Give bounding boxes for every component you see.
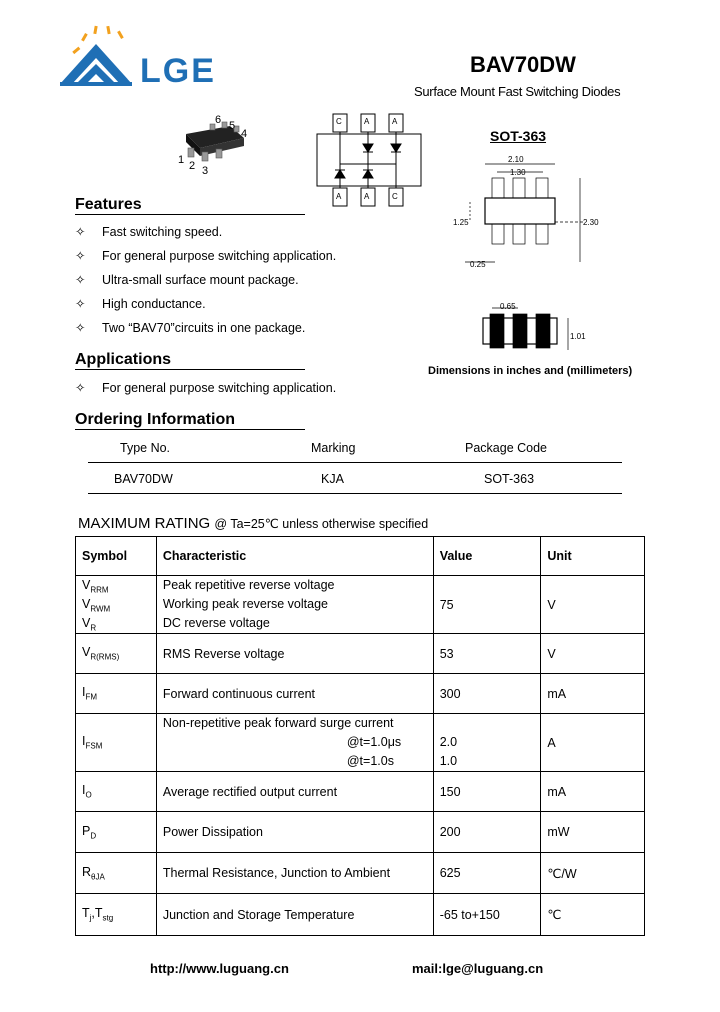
ordering-package: SOT-363	[484, 472, 535, 486]
feature-item: ✧ For general purpose switching application.	[75, 249, 337, 263]
feature-item: ✧ Fast switching speed.	[75, 225, 223, 239]
diamond-bullet-icon: ✧	[75, 225, 86, 239]
dim-label: 1.01	[570, 332, 586, 341]
dimension-drawing	[450, 150, 610, 360]
value-cell: 2.0 1.0	[433, 714, 541, 772]
application-item: ✧ For general purpose switching application.	[75, 381, 337, 395]
logo-text: LGE	[140, 52, 216, 90]
symbol-cell: $I_{FSM}$	[76, 714, 157, 772]
table-row	[76, 853, 645, 894]
diamond-bullet-icon: ✧	[75, 381, 86, 395]
ordering-marking: KJA	[321, 472, 344, 486]
characteristic-cell: Forward continuous current	[156, 674, 433, 714]
max-rating-title: MAXIMUM RATING @ Ta=25℃ unless otherwise specified	[78, 515, 429, 532]
logo	[58, 22, 138, 92]
header-characteristic: Characteristic	[156, 537, 433, 576]
dim-label: 0.25	[470, 260, 486, 269]
symbol-cell: $R_{\theta JA}$	[76, 853, 157, 894]
diamond-bullet-icon: ✧	[75, 321, 86, 335]
symbol-cell: $P_D$	[76, 812, 157, 853]
unit-cell: A	[541, 714, 645, 772]
logo-mark-icon	[58, 22, 138, 92]
features-title: Features	[75, 196, 305, 215]
characteristic-cell: Peak repetitive reverse voltage Working peak reverse voltage DC reverse voltage	[156, 576, 433, 634]
symbol-cell: $V_{RRM}$ $V_{RWM}$ $V_R$	[76, 576, 157, 634]
symbol-cell: $V_{R(RMS)}$	[76, 634, 157, 674]
header-value: Value	[433, 537, 541, 576]
pin-label: A	[364, 192, 370, 201]
unit-cell: ℃	[541, 894, 645, 936]
header-unit: Unit	[541, 537, 645, 576]
part-number-title: BAV70DW	[470, 52, 576, 77]
ordering-divider	[88, 493, 622, 494]
pin-number: 2	[189, 160, 196, 172]
dim-label: 0.65	[500, 302, 516, 311]
table-header-row	[76, 537, 645, 576]
value-cell: 200	[433, 812, 541, 853]
characteristic-cell: Average rectified output current	[156, 772, 433, 812]
pin-number: 1	[178, 154, 185, 166]
pin-label: A	[336, 192, 342, 201]
pin-number: 6	[215, 114, 222, 126]
dim-label: 1.30	[510, 168, 526, 177]
diamond-bullet-icon: ✧	[75, 273, 86, 287]
value-cell: 75	[433, 576, 541, 634]
unit-cell: mA	[541, 674, 645, 714]
table-row	[76, 674, 645, 714]
value-cell: 625	[433, 853, 541, 894]
feature-item: ✧ High conductance.	[75, 297, 206, 311]
pin-label: A	[392, 117, 398, 126]
unit-cell: V	[541, 576, 645, 634]
circuit-diagram	[315, 112, 425, 212]
package-name: SOT-363	[490, 128, 547, 144]
max-rating-condition: @ Ta=25℃ unless otherwise specified	[214, 517, 429, 531]
applications-title: Applications	[75, 351, 305, 370]
ordering-header-type: Type No.	[120, 441, 171, 455]
unit-cell: ℃/W	[541, 853, 645, 894]
unit-cell: mA	[541, 772, 645, 812]
characteristic-cell: Power Dissipation	[156, 812, 433, 853]
table-row	[76, 634, 645, 674]
dimensions-caption: Dimensions in inches and (millimeters)	[428, 365, 633, 377]
ordering-divider	[88, 462, 622, 463]
unit-cell: mW	[541, 812, 645, 853]
value-cell: 300	[433, 674, 541, 714]
max-rating-table	[75, 536, 645, 936]
pin-number: 4	[241, 128, 248, 140]
footer-website-link[interactable]: http://www.luguang.cn	[150, 961, 289, 976]
unit-cell: V	[541, 634, 645, 674]
table-row	[76, 714, 645, 772]
table-row	[76, 576, 645, 634]
pin-number: 3	[202, 165, 209, 177]
part-subtitle: Surface Mount Fast Switching Diodes	[414, 84, 621, 99]
dim-label: 2.30	[583, 218, 599, 227]
characteristic-cell: Junction and Storage Temperature	[156, 894, 433, 936]
diamond-bullet-icon: ✧	[75, 297, 86, 311]
value-cell: 53	[433, 634, 541, 674]
dim-label: 1.25	[453, 218, 469, 227]
ordering-type: BAV70DW	[114, 472, 173, 486]
table-row	[76, 894, 645, 936]
dim-label: 2.10	[508, 155, 524, 164]
characteristic-cell: Thermal Resistance, Junction to Ambient	[156, 853, 433, 894]
package-illustration	[170, 112, 260, 178]
header-symbol: Symbol	[76, 537, 157, 576]
table-row	[76, 812, 645, 853]
feature-item: ✧ Ultra-small surface mount package.	[75, 273, 299, 287]
pin-label: C	[392, 192, 398, 201]
diamond-bullet-icon: ✧	[75, 249, 86, 263]
table-row	[76, 772, 645, 812]
characteristic-cell: Non-repetitive peak forward surge current @t=1.0μs @t=1.0s	[156, 714, 433, 772]
pin-number: 5	[229, 120, 236, 132]
pin-label: C	[336, 117, 342, 126]
characteristic-cell: RMS Reverse voltage	[156, 634, 433, 674]
ordering-title: Ordering Information	[75, 411, 305, 430]
footer-email-link[interactable]: mail:lge@luguang.cn	[412, 961, 544, 976]
value-cell: 150	[433, 772, 541, 812]
value-cell: -65 to+150	[433, 894, 541, 936]
symbol-cell: $I_O$	[76, 772, 157, 812]
feature-item: ✧ Two “BAV70”circuits in one package.	[75, 321, 306, 335]
ordering-header-marking: Marking	[311, 441, 356, 455]
pin-label: A	[364, 117, 370, 126]
symbol-cell: $T_j,T_{stg}$	[76, 894, 157, 936]
ordering-header-package: Package Code	[465, 441, 548, 455]
symbol-cell: $I_{FM}$	[76, 674, 157, 714]
